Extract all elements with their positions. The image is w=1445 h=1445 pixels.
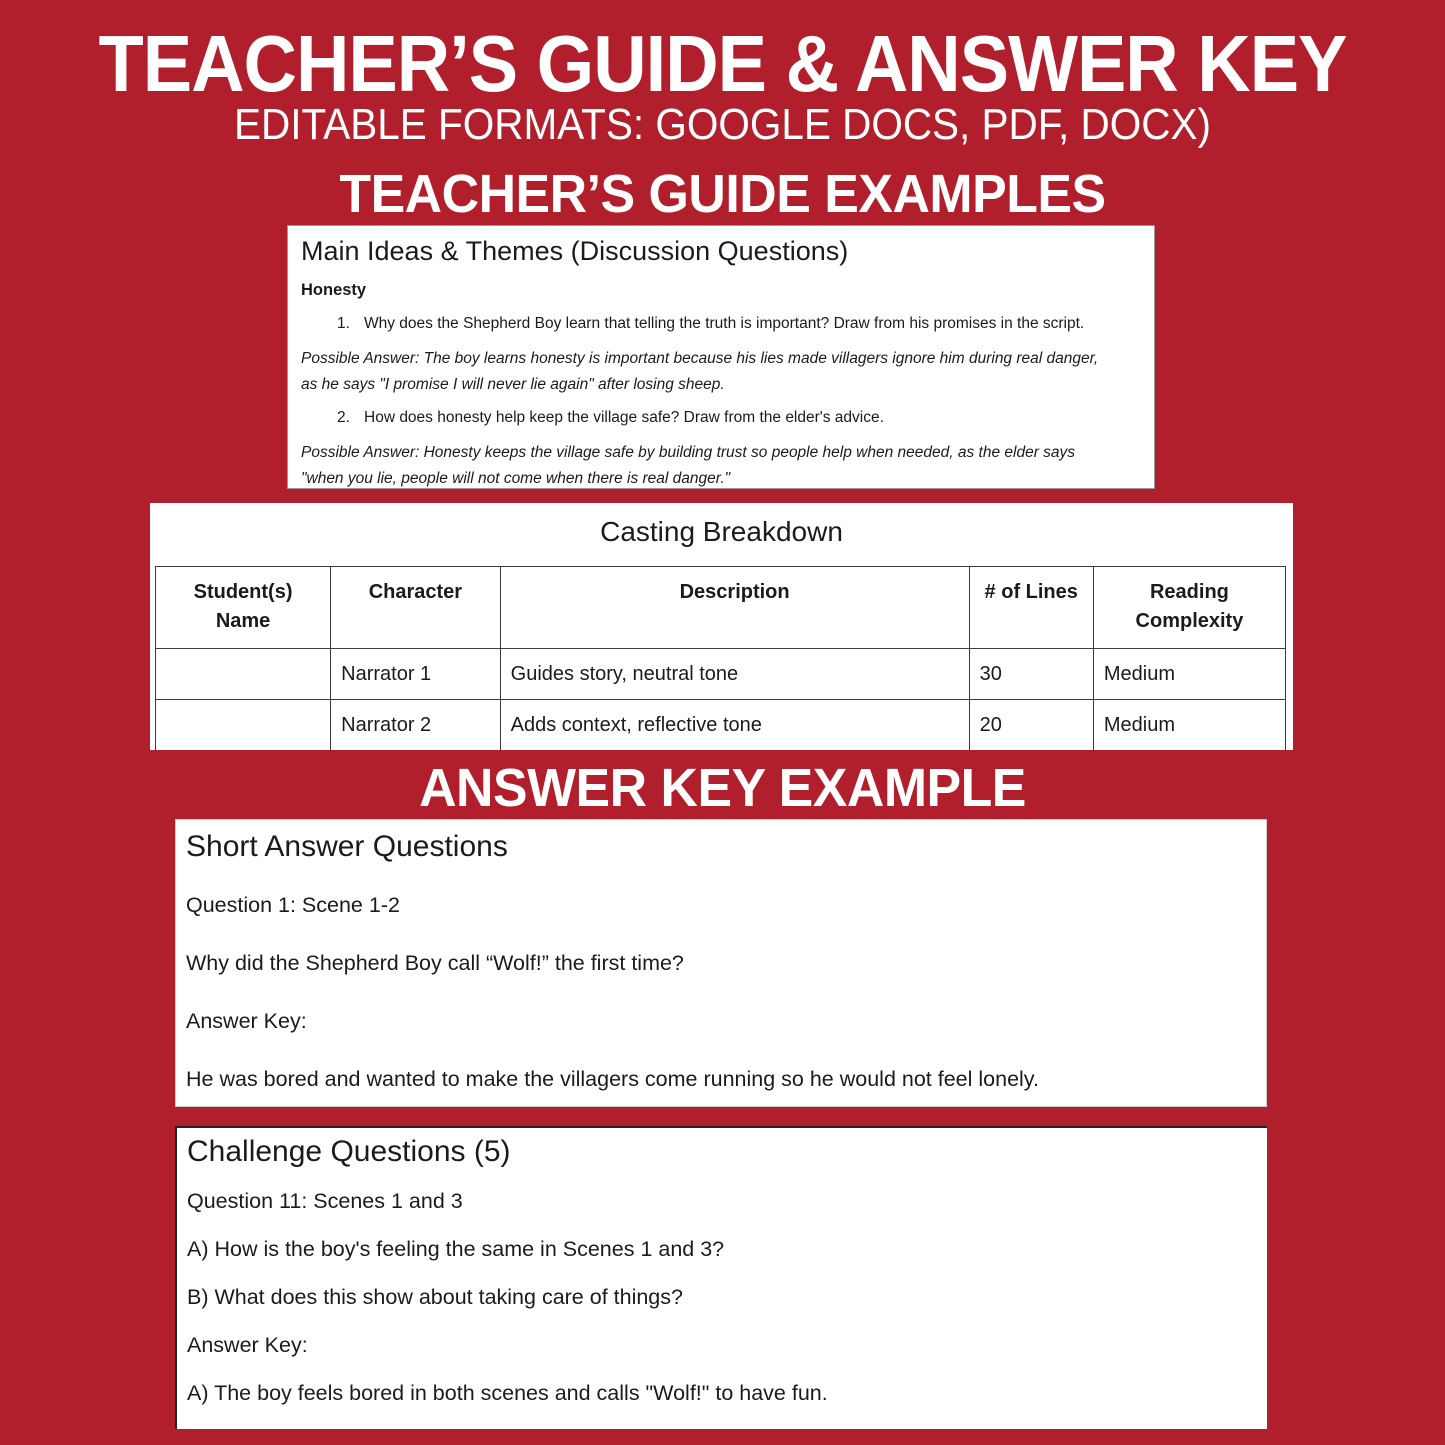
theme-heading: Honesty — [301, 281, 367, 300]
page-title: TEACHER’S GUIDE & ANSWER KEY — [98, 18, 1347, 109]
challenge-questions-document — [175, 1126, 1267, 1429]
question-number: 2. — [337, 409, 350, 427]
question-text: How does honesty help keep the village safe? Draw from the elder's advice. — [364, 409, 884, 427]
casting-table — [155, 566, 1286, 750]
cell-description: Guides story, neutral tone — [500, 649, 969, 700]
column-header-student-name: Student(s) Name — [156, 567, 331, 649]
answer-key-label: Answer Key: — [186, 1008, 307, 1033]
cell-character: Narrator 1 — [331, 649, 501, 700]
question-part-b: B) What does this show about taking care of things? — [187, 1284, 683, 1309]
possible-answer-line: "when you lie, people will not come when there is real danger." — [301, 469, 731, 487]
question-text: Why did the Shepherd Boy call “Wolf!” the first time? — [186, 950, 684, 975]
cell-num-lines: 30 — [969, 649, 1093, 700]
short-answer-title: Short Answer Questions — [186, 830, 508, 863]
cell-student-name — [156, 700, 331, 751]
possible-answer-2 — [301, 440, 1140, 489]
question-label: Question 1: Scene 1-2 — [186, 893, 400, 917]
answer-part-a: A) The boy feels bored in both scenes and calls "Wolf!" to have fun. — [187, 1380, 828, 1405]
column-header-character: Character — [331, 567, 501, 649]
answer-text: He was bored and wanted to make the villagers come running so he would not feel lonely. — [186, 1066, 1039, 1091]
page-subtitle: EDITABLE FORMATS: GOOGLE DOCS, PDF, DOCX) — [234, 100, 1211, 149]
challenge-questions-title: Challenge Questions (5) — [187, 1135, 511, 1168]
column-header-reading-complexity: Reading Complexity — [1093, 567, 1285, 649]
discussion-questions-document — [287, 225, 1155, 489]
possible-answer-line: as he says "I promise I will never lie again" after losing sheep. — [301, 376, 725, 394]
document-title: Main Ideas & Themes (Discussion Questions) — [301, 236, 849, 266]
question-text: Why does the Shepherd Boy learn that telling the truth is important? Draw from his promises in the script. — [364, 315, 1085, 333]
section-heading-answer-key: ANSWER KEY EXAMPLE — [419, 758, 1026, 818]
casting-breakdown-document — [150, 503, 1293, 750]
table-row — [156, 649, 1286, 700]
possible-answer-line: Possible Answer: Honesty keeps the village safe by building trust so people help when needed, as the elder says — [301, 443, 1076, 461]
cell-num-lines: 20 — [969, 700, 1093, 751]
discussion-question-1 — [301, 313, 1140, 335]
cell-student-name — [156, 649, 331, 700]
cell-reading-complexity: Medium — [1093, 649, 1285, 700]
casting-table-header-row — [156, 567, 1286, 649]
question-part-a: A) How is the boy's feeling the same in Scenes 1 and 3? — [187, 1236, 725, 1261]
possible-answer-line: Possible Answer: The boy learns honesty is important because his lies made villagers ignore him during real danger, — [301, 350, 1099, 368]
cell-character: Narrator 2 — [331, 700, 501, 751]
column-header-description: Description — [500, 567, 969, 649]
short-answer-document — [175, 819, 1267, 1107]
cell-description: Adds context, reflective tone — [500, 700, 969, 751]
question-number: 1. — [337, 315, 350, 333]
answer-key-label: Answer Key: — [187, 1332, 308, 1357]
cell-reading-complexity: Medium — [1093, 700, 1285, 751]
discussion-question-2 — [301, 407, 1140, 429]
column-header-num-lines: # of Lines — [969, 567, 1093, 649]
section-heading-teachers-guide: TEACHER’S GUIDE EXAMPLES — [339, 164, 1106, 224]
possible-answer-1 — [301, 346, 1140, 398]
question-label: Question 11: Scenes 1 and 3 — [187, 1189, 463, 1213]
casting-table-title: Casting Breakdown — [600, 516, 843, 547]
table-row — [156, 700, 1286, 751]
